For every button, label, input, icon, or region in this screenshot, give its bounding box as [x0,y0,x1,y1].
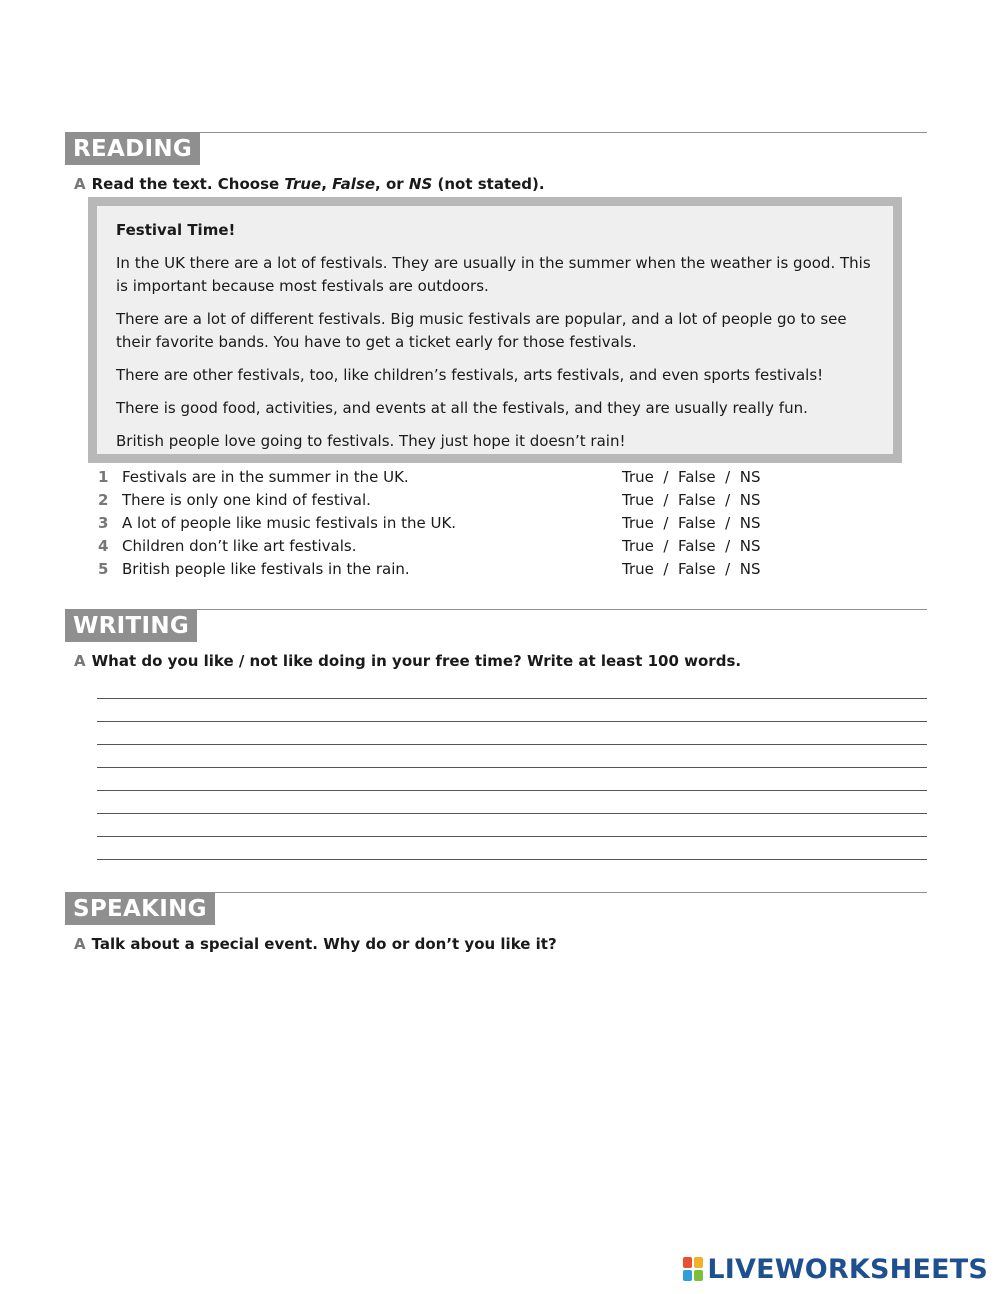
passage-title: Festival Time! [116,221,236,239]
question-text: There is only one kind of festival. [122,491,371,509]
writing-answer-area[interactable] [97,698,927,882]
question-number: 2 [98,491,109,509]
writing-line[interactable] [97,836,927,859]
reading-instruction [74,175,545,193]
option-ns-label: NS [408,175,433,193]
writing-heading: WRITING [65,610,197,642]
passage-paragraph: British people love going to festivals. They just hope it doesn’t rain! [116,432,626,450]
writing-instruction [74,652,741,670]
writing-line[interactable] [97,721,927,744]
passage-paragraph: In the UK there are a lot of festivals. They are usually in the summer when the weather is good. This is important because most festivals are outdoors. [116,254,871,295]
reading-heading: READING [65,133,200,165]
writing-line[interactable] [97,698,927,721]
question-list [96,466,796,581]
writing-line[interactable] [97,767,927,790]
question-number: 1 [98,468,109,486]
reading-passage-box [88,197,902,463]
instruction-text: (not stated). [432,175,545,193]
option-false-label: False [332,175,376,193]
question-row [96,535,796,558]
instruction-text: Talk about a special event. Why do or don’t you like it? [91,935,557,953]
answer-options[interactable]: True / False / NS [622,560,761,578]
writing-line[interactable] [97,813,927,836]
question-text: Festivals are in the summer in the UK. [122,468,409,486]
question-number: 5 [98,560,109,578]
passage-paragraph: There are a lot of different festivals. Big music festivals are popular, and a lot of people go to see their favorite bands. You have to get a ticket early for those festivals. [116,310,847,351]
instruction-letter: A [74,175,86,193]
passage-paragraph: There is good food, activities, and events at all the festivals, and they are usually really fun. [116,399,808,417]
logo-text: LIVEWORKSHEETS [707,1253,988,1285]
writing-line[interactable] [97,859,927,882]
answer-options[interactable]: True / False / NS [622,491,761,509]
question-text: British people like festivals in the rain. [122,560,410,578]
liveworksheets-logo [682,1254,988,1284]
reading-passage [97,206,893,454]
question-text: A lot of people like music festivals in the UK. [122,514,457,532]
question-row [96,466,796,489]
instruction-text: Read the text. Choose [91,175,285,193]
speaking-instruction [74,935,557,953]
option-true-label: True [284,175,322,193]
writing-line[interactable] [97,790,927,813]
instruction-letter: A [74,935,86,953]
question-number: 4 [98,537,109,555]
question-row [96,512,796,535]
question-text: Children don’t like art festivals. [122,537,357,555]
answer-options[interactable]: True / False / NS [622,514,761,532]
question-number: 3 [98,514,109,532]
speaking-heading: SPEAKING [65,893,215,925]
question-row [96,489,796,512]
writing-line[interactable] [97,744,927,767]
answer-options[interactable]: True / False / NS [622,537,761,555]
instruction-text: What do you like / not like doing in your free time? Write at least 100 words. [91,652,742,670]
separator: , or [375,175,409,193]
passage-paragraph: There are other festivals, too, like children’s festivals, arts festivals, and even sports festivals! [116,366,824,384]
instruction-letter: A [74,652,86,670]
question-row [96,558,796,581]
logo-mark-icon [682,1256,704,1282]
separator: , [321,175,333,193]
answer-options[interactable]: True / False / NS [622,468,761,486]
